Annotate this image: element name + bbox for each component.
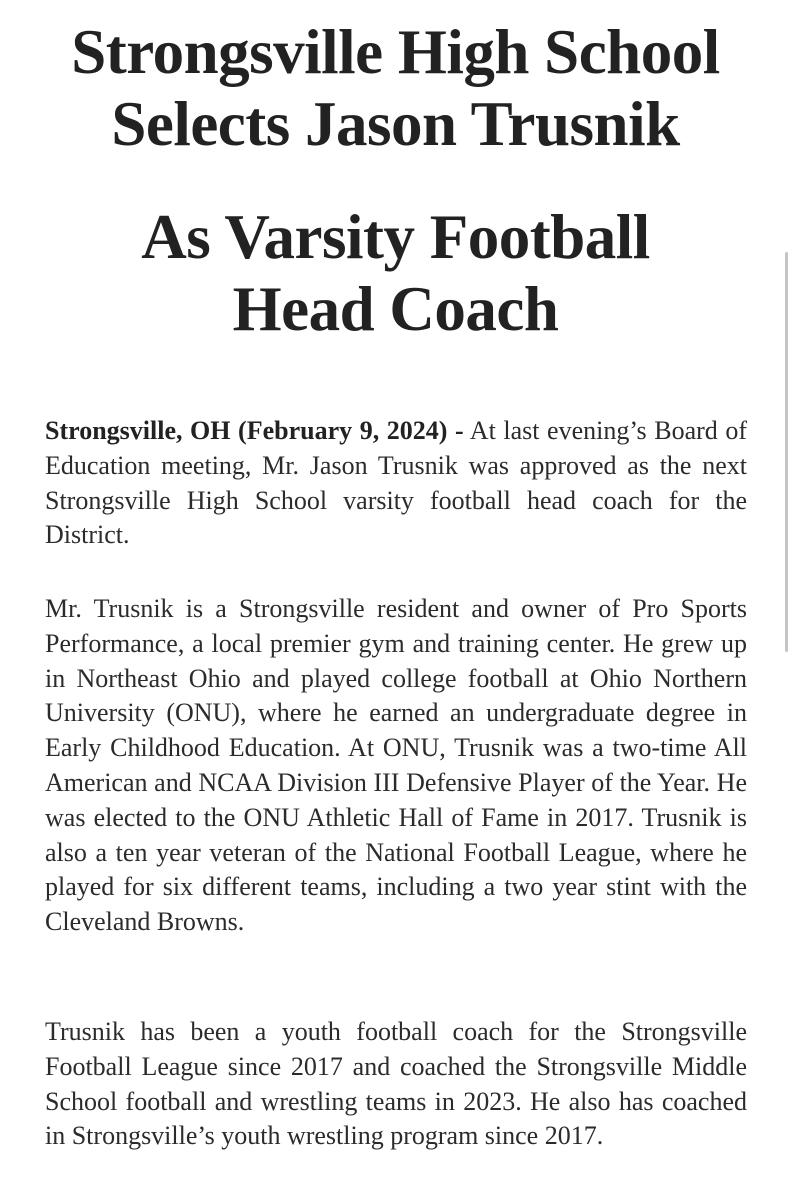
headline-subtitle-line-2: Head Coach bbox=[232, 274, 559, 344]
dateline: Strongsville, OH (February 9, 2024) - bbox=[45, 416, 464, 445]
headline-title-line-1: Strongsville High School bbox=[71, 17, 720, 87]
article-paragraph-1-text: At last evening’s Board of Education meeting, Mr. Jason Trusnik was approved as the next Strongsville High School varsity football head coach for the District. bbox=[45, 416, 748, 550]
headline-subtitle bbox=[20, 201, 771, 345]
article-paragraph-2: Mr. Trusnik is a Strongsville resident and owner of Pro Sports Performance, a local premier gym and training center. He grew up in Northeast Ohio and played college football at Ohio Northern University (ONU), where he earned an undergraduate degree in Early Childhood Education. At ONU, Trusnik was a two-time All American and NCAA Division III Defensive Player of the Year. He was elected to the ONU Athletic Hall of Fame in 2017. Trusnik is also a ten year veteran of the National Football League, where he played for six different teams, including a two year stint with the Cleveland Browns. bbox=[45, 594, 747, 937]
headline-subtitle-line-1: As Varsity Football bbox=[141, 202, 650, 272]
headline-title bbox=[20, 16, 771, 160]
article-paragraph-1 bbox=[45, 414, 747, 553]
vertical-scrollbar[interactable] bbox=[785, 252, 788, 652]
article-paragraph-3: Trusnik has been a youth football coach for the Strongsville Football League since 2017 and coached the Strongsville Middle School football and wrestling teams in 2023. He also has coached in Strongsville’s youth wrestling program since 2017. bbox=[45, 1017, 747, 1151]
headline-title-line-2: Selects Jason Trusnik bbox=[111, 89, 680, 159]
